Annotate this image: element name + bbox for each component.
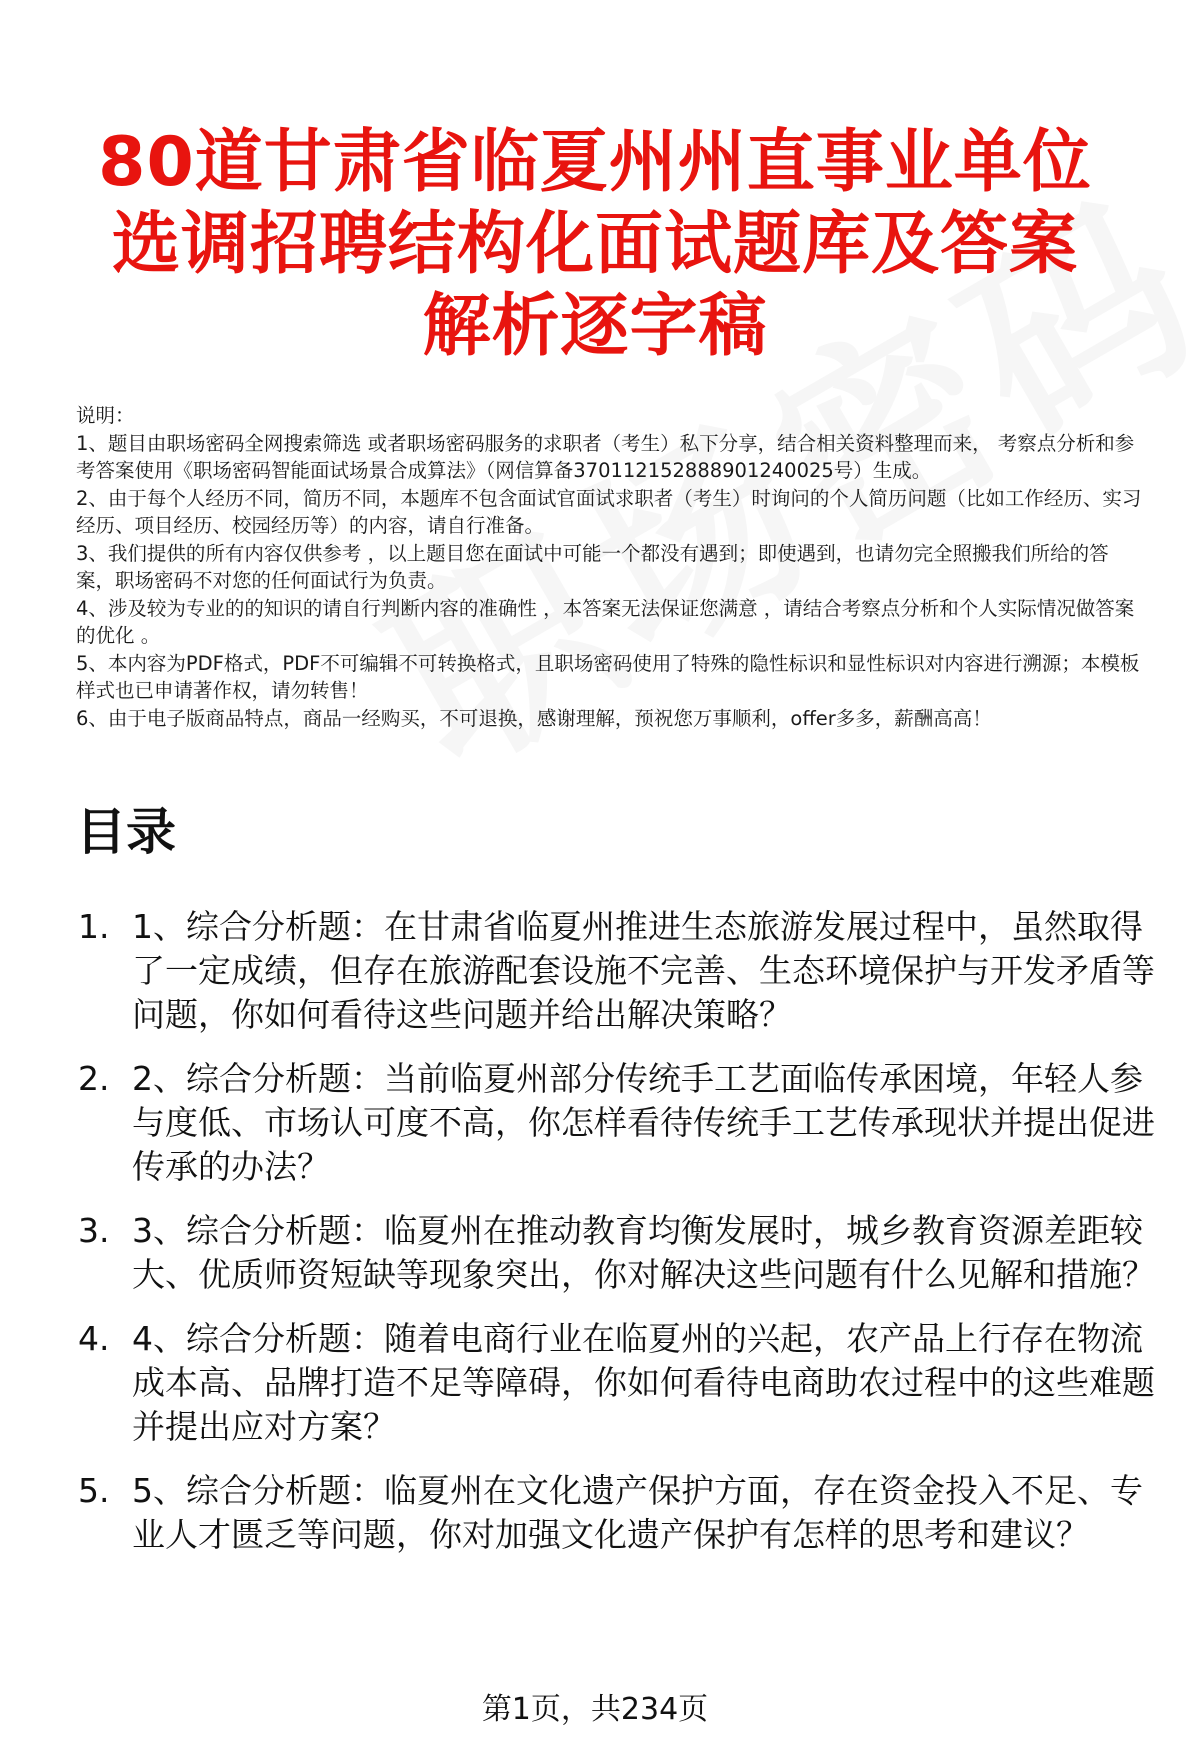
- notes-section: [76, 402, 1146, 732]
- toc-item-text: 5、综合分析题：临夏州在文化遗产保护方面，存在资金投入不足、专业人才匮乏等问题，你对加强文化遗产保护有怎样的思考和建议？: [132, 1471, 1143, 1554]
- toc-item[interactable]: [76, 1469, 1166, 1557]
- document-title: 80道甘肃省临夏州州直事业单位选调招聘结构化面试题库及答案解析逐字稿: [98, 123, 1092, 366]
- toc-item[interactable]: [76, 905, 1166, 1037]
- note-item: 5、本内容为PDF格式，PDF不可编辑不可转换格式，且职场密码使用了特殊的隐性标识和显性标识对内容进行溯源；本模板样式也已申请著作权，请勿转售！: [76, 651, 1140, 702]
- toc-item-number: 3.: [78, 1211, 110, 1250]
- toc-item[interactable]: [76, 1057, 1166, 1189]
- toc-item-text: 1、综合分析题：在甘肃省临夏州推进生态旅游发展过程中，虽然取得了一定成绩，但存在旅游配套设施不完善、生态环境保护与开发矛盾等问题，你如何看待这些问题并给出解决策略？: [132, 907, 1155, 1034]
- toc-item-number: 4.: [78, 1319, 110, 1358]
- toc-item-text: 2、综合分析题：当前临夏州部分传统手工艺面临传承困境，年轻人参与度低、市场认可度不高，你怎样看待传统手工艺传承现状并提出促进传承的办法？: [132, 1059, 1155, 1186]
- note-item: 6、由于电子版商品特点，商品一经购买，不可退换，感谢理解，预祝您万事顺利，offer多多，薪酬高高！: [76, 706, 992, 730]
- toc-item-number: 5.: [78, 1471, 110, 1510]
- toc-list: [76, 905, 1166, 1577]
- toc-item-text: 3、综合分析题：临夏州在推动教育均衡发展时，城乡教育资源差距较大、优质师资短缺等现象突出，你对解决这些问题有什么见解和措施？: [132, 1211, 1155, 1294]
- note-item: 1、题目由职场密码全网搜索筛选 或者职场密码服务的求职者（考生）私下分享，结合相关资料整理而来， 考察点分析和参考答案使用《职场密码智能面试场景合成算法》（网信算备370112152888901240025号）生成。: [76, 431, 1135, 482]
- page-number-footer: 第1页，共234页: [481, 1692, 709, 1727]
- note-item: 2、由于每个人经历不同，简历不同，本题库不包含面试官面试求职者（考生）时询问的个人简历问题（比如工作经历、实习经历、项目经历、校园经历等）的内容，请自行准备。: [76, 486, 1142, 537]
- notes-heading: 说明：: [76, 404, 135, 427]
- toc-item-number: 1.: [78, 907, 110, 946]
- toc-item[interactable]: [76, 1209, 1166, 1297]
- toc-item[interactable]: [76, 1317, 1166, 1449]
- toc-item-text: 4、综合分析题：随着电商行业在临夏州的兴起，农产品上行存在物流成本高、品牌打造不足等障碍，你如何看待电商助农过程中的这些难题并提出应对方案？: [132, 1319, 1155, 1446]
- note-item: 3、我们提供的所有内容仅供参考 ，以上题目您在面试中可能一个都没有遇到；即使遇到，也请勿完全照搬我们所给的答案，职场密码不对您的任何面试行为负责。: [76, 541, 1109, 592]
- note-item: 4、涉及较为专业的的知识的请自行判断内容的准确性 ，本答案无法保证您满意 ，请结合考察点分析和个人实际情况做答案的优化 。: [76, 596, 1135, 647]
- toc-heading: 目录: [76, 803, 176, 861]
- toc-item-number: 2.: [78, 1059, 110, 1098]
